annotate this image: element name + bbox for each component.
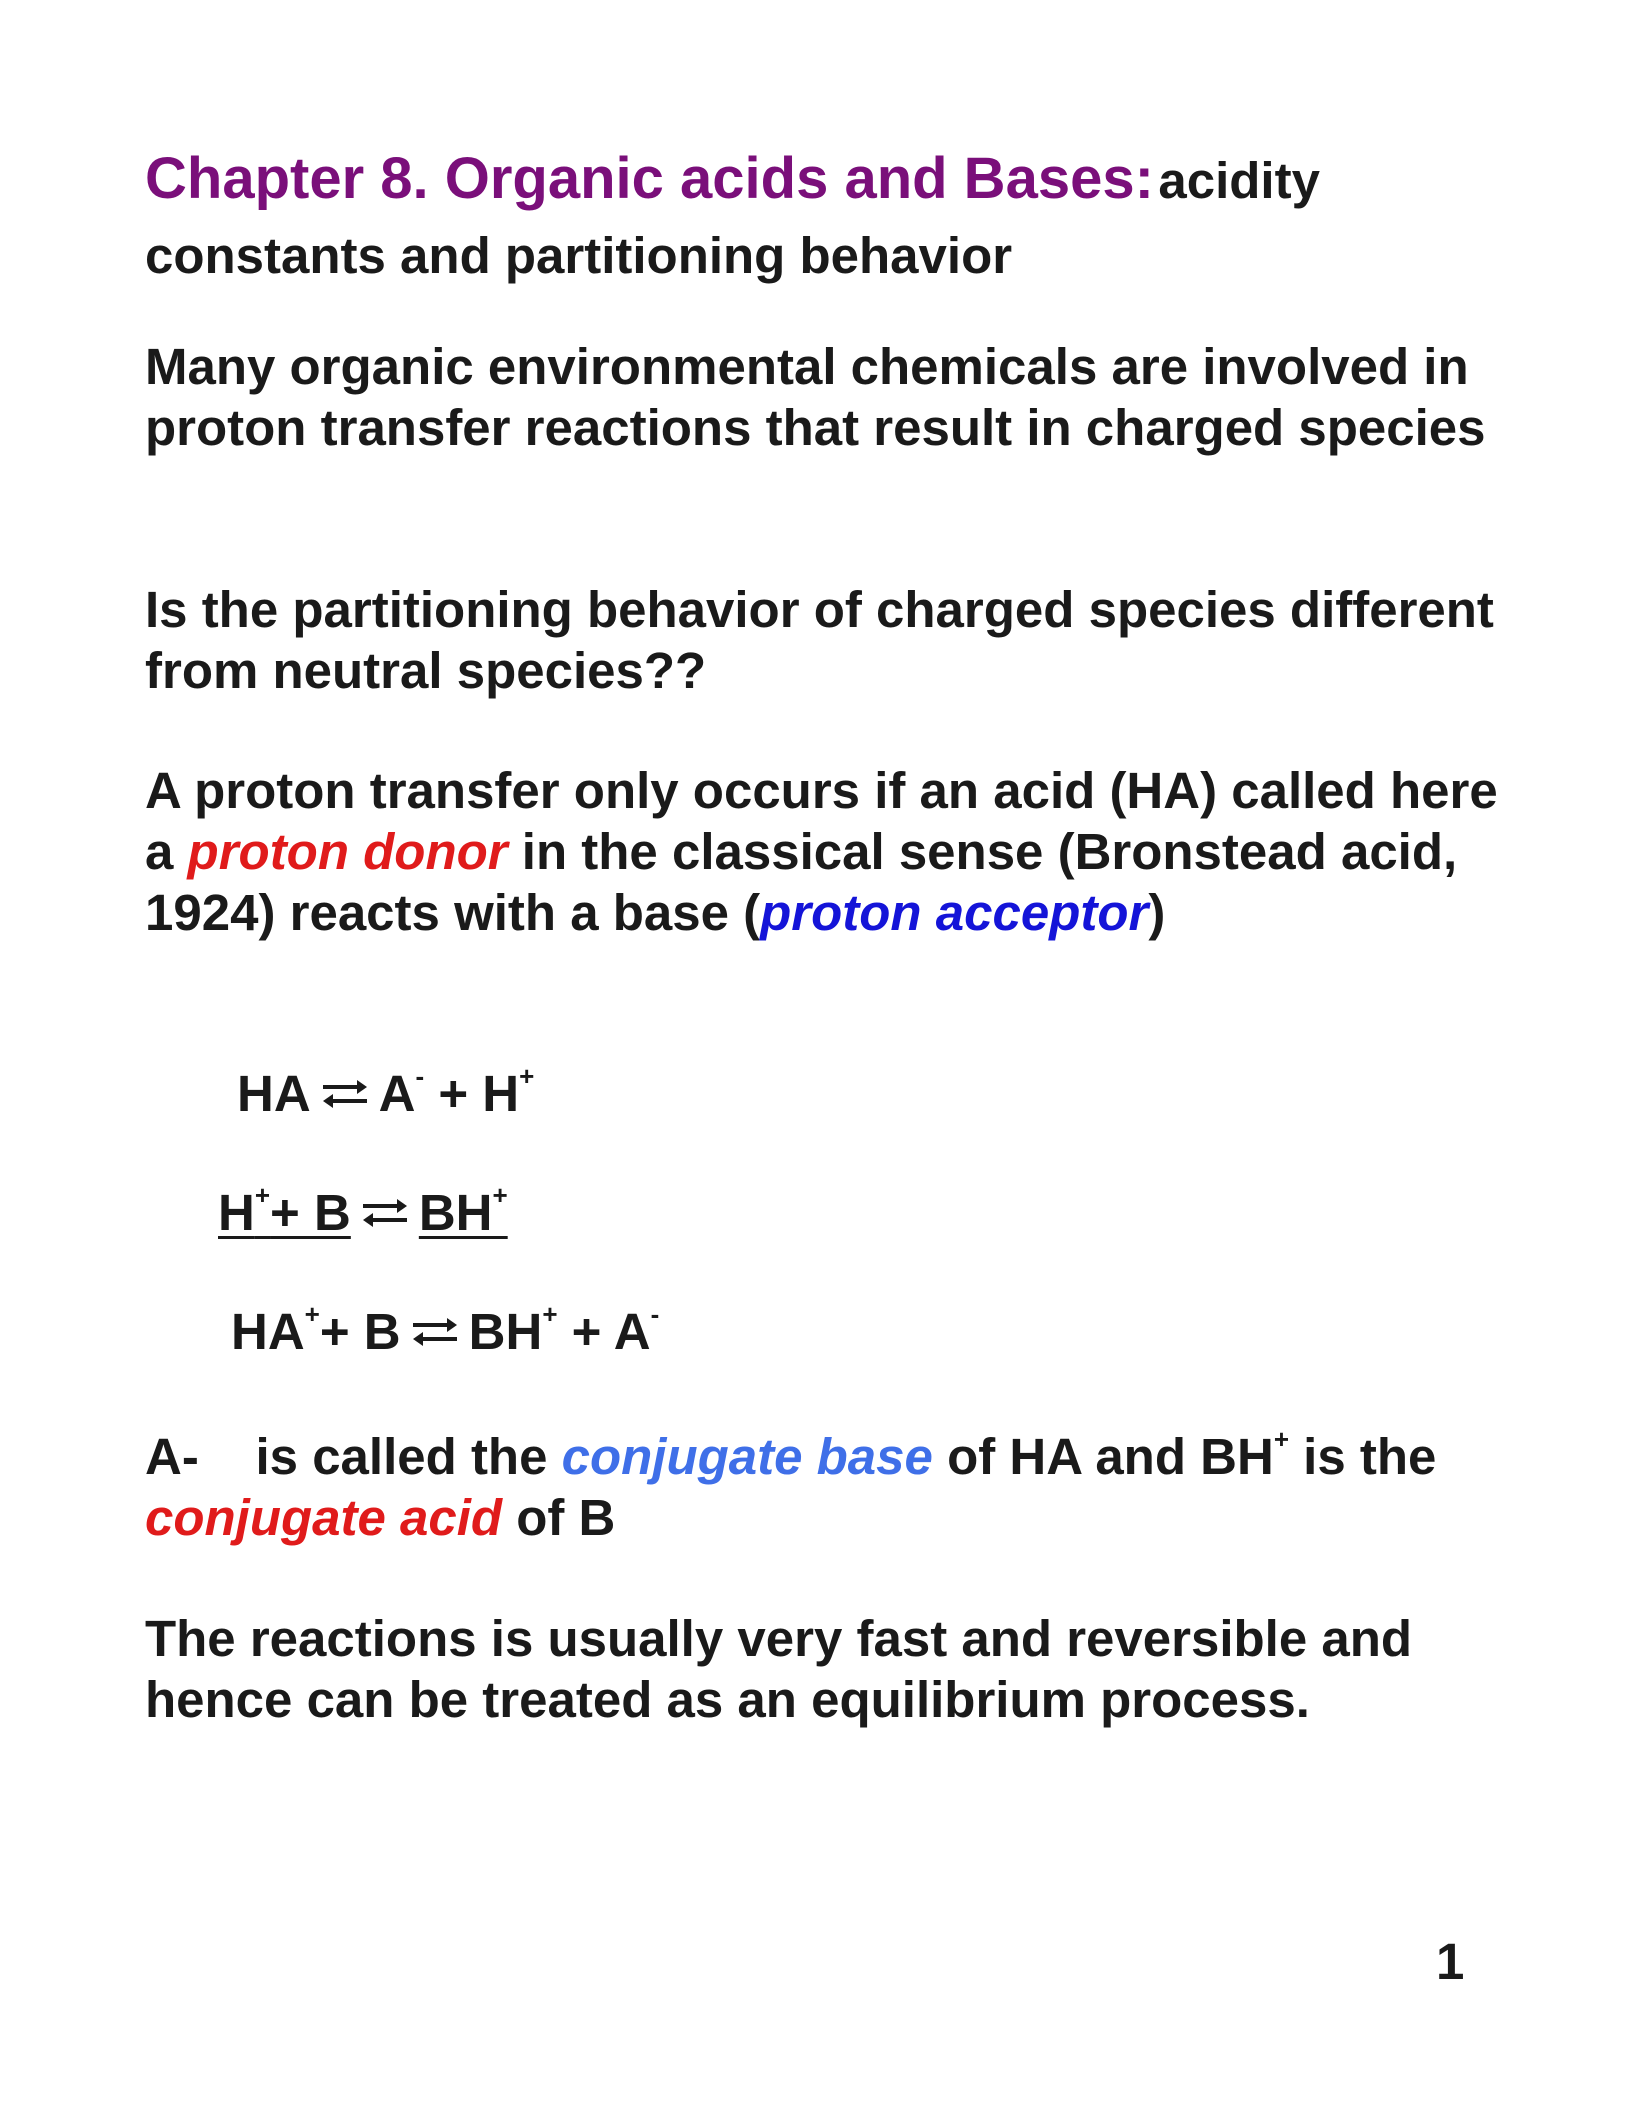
equation-right: + A bbox=[557, 1303, 651, 1360]
equation-overall-reaction bbox=[231, 1299, 660, 1362]
chapter-heading bbox=[145, 148, 1525, 300]
text-segment: A- is called the bbox=[145, 1428, 562, 1485]
term-proton-donor: proton donor bbox=[187, 823, 508, 880]
paragraph-equilibrium-note: The reactions is usually very fast and reversible and hence can be treated as an equilibrium process. bbox=[145, 1610, 1413, 1728]
text-segment: is the bbox=[1289, 1428, 1437, 1485]
charge-superscript: - bbox=[650, 1299, 660, 1329]
term-proton-acceptor: proton acceptor bbox=[760, 884, 1149, 941]
charge-superscript: + bbox=[519, 1061, 535, 1091]
underlined-equation bbox=[218, 1180, 508, 1241]
text-segment: of B bbox=[502, 1489, 616, 1546]
equation-left: + B bbox=[319, 1303, 401, 1360]
paragraph-conjugate-pairs bbox=[145, 1426, 1525, 1548]
equilibrium-arrows-icon bbox=[409, 1312, 461, 1352]
charge-superscript: + bbox=[492, 1180, 508, 1210]
page-number: 1 bbox=[1436, 1933, 1465, 1990]
charge-superscript: + bbox=[304, 1299, 320, 1329]
equation-right: BH bbox=[468, 1303, 543, 1360]
charge-superscript: + bbox=[254, 1180, 271, 1210]
text-segment: ) bbox=[1148, 884, 1166, 941]
text-segment: A proton transfer only occurs if an acid (HA) called here a bbox=[145, 762, 1498, 880]
equation-right: A bbox=[378, 1065, 416, 1122]
paragraph-proton-transfer-intro: Many organic environmental chemicals are involved in proton transfer reactions that result in charged species bbox=[145, 338, 1486, 456]
equation-right: BH bbox=[418, 1184, 493, 1241]
equation-left: HA bbox=[237, 1065, 311, 1122]
equation-left: H bbox=[218, 1184, 255, 1241]
text-segment: in the classical sense (Bronstead acid, 1924) reacts with a base ( bbox=[145, 823, 1458, 941]
equation-acid-dissociation bbox=[237, 1061, 535, 1124]
equation-right: + H bbox=[424, 1065, 520, 1122]
chapter-title: Chapter 8. Organic acids and Bases: bbox=[145, 146, 1154, 211]
term-conjugate-base: conjugate base bbox=[561, 1428, 933, 1485]
charge-superscript: - bbox=[415, 1061, 425, 1091]
charge-superscript: + bbox=[542, 1299, 558, 1329]
equation-base-protonation bbox=[218, 1180, 508, 1243]
equilibrium-arrows-icon bbox=[319, 1074, 371, 1114]
paragraph-partitioning-question: Is the partitioning behavior of charged species different from neutral species?? bbox=[145, 581, 1494, 699]
equilibrium-arrows-icon bbox=[359, 1193, 411, 1233]
term-conjugate-acid: conjugate acid bbox=[145, 1489, 503, 1546]
text-segment: of HA and BH bbox=[932, 1428, 1274, 1485]
equation-left: HA bbox=[231, 1303, 305, 1360]
paragraph-bronstead-definition bbox=[145, 760, 1525, 943]
charge-superscript: + bbox=[1273, 1424, 1290, 1454]
equation-left: + B bbox=[270, 1184, 351, 1241]
chapter-subtitle: acidity constants and partitioning behavior bbox=[145, 152, 1320, 284]
